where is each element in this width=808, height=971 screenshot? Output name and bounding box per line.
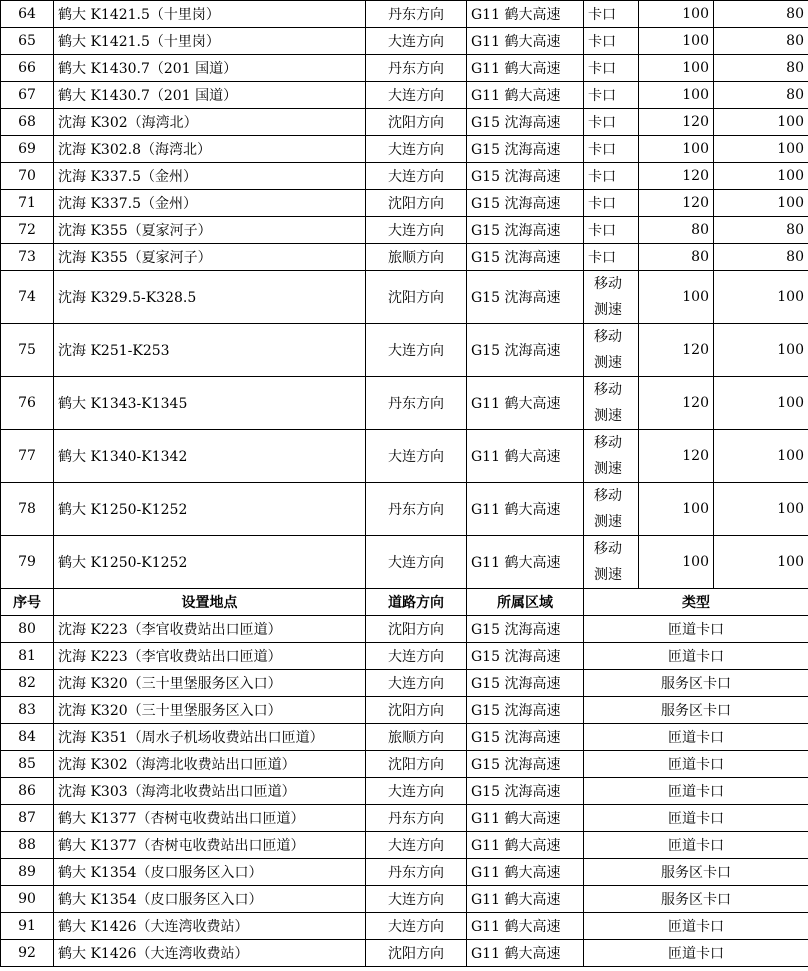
row-direction: 沈阳方向 <box>366 109 467 136</box>
row-direction: 大连方向 <box>366 324 467 377</box>
row-type: 卡口 <box>584 1 639 28</box>
row-seq: 73 <box>1 244 54 271</box>
table-row <box>1 217 808 244</box>
row-truck-limit: 80 <box>714 1 808 28</box>
row-truck-limit: 100 <box>714 271 808 324</box>
row-direction: 沈阳方向 <box>366 616 467 643</box>
row-location: 鹤大 K1340-K1342 <box>54 430 366 483</box>
row-type: 匝道卡口 <box>584 832 808 859</box>
row-type: 移动测速 <box>584 377 639 430</box>
row-area: G11 鹤大高速 <box>467 886 584 913</box>
row-speed-limit: 120 <box>639 324 714 377</box>
row-speed-limit: 100 <box>639 536 714 589</box>
row-area: G11 鹤大高速 <box>467 859 584 886</box>
row-type: 匝道卡口 <box>584 751 808 778</box>
row-area: G15 沈海高速 <box>467 778 584 805</box>
row-type: 匝道卡口 <box>584 643 808 670</box>
row-type: 匝道卡口 <box>584 913 808 940</box>
header-seq: 序号 <box>1 589 54 616</box>
row-location: 鹤大 K1343-K1345 <box>54 377 366 430</box>
row-area: G15 沈海高速 <box>467 724 584 751</box>
table-row <box>1 886 808 913</box>
row-direction: 大连方向 <box>366 886 467 913</box>
row-direction: 大连方向 <box>366 670 467 697</box>
row-truck-limit: 80 <box>714 217 808 244</box>
row-location: 鹤大 K1421.5（十里岗） <box>54 1 366 28</box>
row-truck-limit: 80 <box>714 244 808 271</box>
row-area: G15 沈海高速 <box>467 616 584 643</box>
row-direction: 丹东方向 <box>366 1 467 28</box>
row-area: G11 鹤大高速 <box>467 805 584 832</box>
row-direction: 丹东方向 <box>366 483 467 536</box>
table-row <box>1 28 808 55</box>
row-truck-limit: 100 <box>714 190 808 217</box>
row-direction: 沈阳方向 <box>366 697 467 724</box>
row-direction: 大连方向 <box>366 832 467 859</box>
row-seq: 78 <box>1 483 54 536</box>
row-seq: 91 <box>1 913 54 940</box>
row-location: 沈海 K329.5-K328.5 <box>54 271 366 324</box>
row-type: 卡口 <box>584 190 639 217</box>
row-type: 卡口 <box>584 55 639 82</box>
table-row <box>1 271 808 324</box>
row-direction: 大连方向 <box>366 430 467 483</box>
row-location: 沈海 K320（三十里堡服务区入口） <box>54 697 366 724</box>
row-location: 沈海 K337.5（金州） <box>54 190 366 217</box>
row-location: 鹤大 K1250-K1252 <box>54 483 366 536</box>
row-seq: 64 <box>1 1 54 28</box>
row-area: G15 沈海高速 <box>467 751 584 778</box>
row-speed-limit: 120 <box>639 430 714 483</box>
table-row <box>1 483 808 536</box>
table-header-row <box>1 589 808 616</box>
row-location: 沈海 K251-K253 <box>54 324 366 377</box>
row-area: G11 鹤大高速 <box>467 82 584 109</box>
row-seq: 87 <box>1 805 54 832</box>
row-truck-limit: 100 <box>714 324 808 377</box>
row-area: G15 沈海高速 <box>467 244 584 271</box>
row-area: G15 沈海高速 <box>467 109 584 136</box>
row-type: 服务区卡口 <box>584 697 808 724</box>
row-location: 沈海 K351（周水子机场收费站出口匝道） <box>54 724 366 751</box>
row-location: 鹤大 K1354（皮口服务区入口） <box>54 886 366 913</box>
row-direction: 丹东方向 <box>366 377 467 430</box>
row-type: 服务区卡口 <box>584 670 808 697</box>
row-direction: 丹东方向 <box>366 859 467 886</box>
row-direction: 旅顺方向 <box>366 244 467 271</box>
row-truck-limit: 80 <box>714 28 808 55</box>
row-seq: 82 <box>1 670 54 697</box>
header-area: 所属区域 <box>467 589 584 616</box>
row-area: G11 鹤大高速 <box>467 913 584 940</box>
row-truck-limit: 80 <box>714 55 808 82</box>
table-row <box>1 430 808 483</box>
row-area: G11 鹤大高速 <box>467 55 584 82</box>
table-row <box>1 832 808 859</box>
row-speed-limit: 120 <box>639 163 714 190</box>
row-speed-limit: 120 <box>639 377 714 430</box>
row-seq: 71 <box>1 190 54 217</box>
row-direction: 沈阳方向 <box>366 751 467 778</box>
row-speed-limit: 80 <box>639 244 714 271</box>
row-seq: 89 <box>1 859 54 886</box>
table-row <box>1 724 808 751</box>
row-truck-limit: 100 <box>714 536 808 589</box>
row-seq: 79 <box>1 536 54 589</box>
row-area: G15 沈海高速 <box>467 324 584 377</box>
row-area: G11 鹤大高速 <box>467 483 584 536</box>
row-direction: 大连方向 <box>366 28 467 55</box>
row-seq: 83 <box>1 697 54 724</box>
row-speed-limit: 100 <box>639 1 714 28</box>
row-speed-limit: 100 <box>639 136 714 163</box>
row-seq: 65 <box>1 28 54 55</box>
table-row <box>1 940 808 967</box>
row-location: 鹤大 K1377（杏树屯收费站出口匝道） <box>54 832 366 859</box>
row-location: 鹤大 K1421.5（十里岗） <box>54 28 366 55</box>
row-truck-limit: 100 <box>714 430 808 483</box>
table-row <box>1 859 808 886</box>
row-seq: 81 <box>1 643 54 670</box>
row-area: G15 沈海高速 <box>467 670 584 697</box>
row-type: 卡口 <box>584 136 639 163</box>
row-location: 鹤大 K1250-K1252 <box>54 536 366 589</box>
row-type: 卡口 <box>584 244 639 271</box>
row-seq: 67 <box>1 82 54 109</box>
row-type: 卡口 <box>584 28 639 55</box>
table-row <box>1 1 808 28</box>
row-speed-limit: 100 <box>639 82 714 109</box>
row-type: 卡口 <box>584 82 639 109</box>
table-row <box>1 616 808 643</box>
row-area: G11 鹤大高速 <box>467 536 584 589</box>
table-row <box>1 324 808 377</box>
row-speed-limit: 100 <box>639 271 714 324</box>
row-type: 服务区卡口 <box>584 859 808 886</box>
header-direction: 道路方向 <box>366 589 467 616</box>
table-row <box>1 244 808 271</box>
row-location: 鹤大 K1354（皮口服务区入口） <box>54 859 366 886</box>
table-row <box>1 670 808 697</box>
row-seq: 85 <box>1 751 54 778</box>
row-direction: 大连方向 <box>366 136 467 163</box>
row-type: 匝道卡口 <box>584 616 808 643</box>
table-row <box>1 643 808 670</box>
row-direction: 旅顺方向 <box>366 724 467 751</box>
row-type: 服务区卡口 <box>584 886 808 913</box>
row-direction: 大连方向 <box>366 217 467 244</box>
row-truck-limit: 100 <box>714 377 808 430</box>
row-location: 沈海 K303（海湾北收费站出口匝道） <box>54 778 366 805</box>
row-direction: 丹东方向 <box>366 55 467 82</box>
row-direction: 沈阳方向 <box>366 940 467 967</box>
row-speed-limit: 120 <box>639 109 714 136</box>
row-type: 卡口 <box>584 163 639 190</box>
row-speed-limit: 120 <box>639 190 714 217</box>
row-seq: 88 <box>1 832 54 859</box>
row-area: G11 鹤大高速 <box>467 832 584 859</box>
row-area: G11 鹤大高速 <box>467 1 584 28</box>
row-seq: 77 <box>1 430 54 483</box>
row-location: 沈海 K320（三十里堡服务区入口） <box>54 670 366 697</box>
row-seq: 90 <box>1 886 54 913</box>
row-direction: 大连方向 <box>366 82 467 109</box>
row-location: 沈海 K302（海湾北） <box>54 109 366 136</box>
row-location: 沈海 K302.8（海湾北） <box>54 136 366 163</box>
table-row <box>1 136 808 163</box>
row-location: 沈海 K302（海湾北收费站出口匝道） <box>54 751 366 778</box>
row-seq: 68 <box>1 109 54 136</box>
row-speed-limit: 80 <box>639 217 714 244</box>
row-type: 匝道卡口 <box>584 724 808 751</box>
row-truck-limit: 100 <box>714 163 808 190</box>
table-row <box>1 536 808 589</box>
row-speed-limit: 100 <box>639 28 714 55</box>
row-type: 移动测速 <box>584 271 639 324</box>
table-row <box>1 163 808 190</box>
table-row <box>1 55 808 82</box>
row-location: 沈海 K355（夏家河子） <box>54 217 366 244</box>
table-row <box>1 751 808 778</box>
row-location: 沈海 K337.5（金州） <box>54 163 366 190</box>
table-row <box>1 82 808 109</box>
row-area: G11 鹤大高速 <box>467 940 584 967</box>
row-seq: 92 <box>1 940 54 967</box>
row-direction: 大连方向 <box>366 778 467 805</box>
row-direction: 大连方向 <box>366 163 467 190</box>
row-location: 沈海 K223（李官收费站出口匝道） <box>54 643 366 670</box>
row-type: 卡口 <box>584 217 639 244</box>
row-area: G15 沈海高速 <box>467 643 584 670</box>
row-location: 鹤大 K1426（大连湾收费站） <box>54 913 366 940</box>
row-direction: 大连方向 <box>366 536 467 589</box>
row-direction: 大连方向 <box>366 643 467 670</box>
row-seq: 80 <box>1 616 54 643</box>
row-truck-limit: 100 <box>714 109 808 136</box>
row-direction: 沈阳方向 <box>366 190 467 217</box>
header-location: 设置地点 <box>54 589 366 616</box>
row-area: G15 沈海高速 <box>467 136 584 163</box>
row-area: G15 沈海高速 <box>467 271 584 324</box>
row-type: 匝道卡口 <box>584 805 808 832</box>
header-type: 类型 <box>584 589 808 616</box>
row-type: 卡口 <box>584 109 639 136</box>
table-body <box>1 1 808 967</box>
row-location: 鹤大 K1377（杏树屯收费站出口匝道） <box>54 805 366 832</box>
row-seq: 69 <box>1 136 54 163</box>
row-seq: 70 <box>1 163 54 190</box>
row-direction: 大连方向 <box>366 913 467 940</box>
table-row <box>1 697 808 724</box>
table-row <box>1 377 808 430</box>
row-area: G11 鹤大高速 <box>467 28 584 55</box>
row-type: 移动测速 <box>584 536 639 589</box>
row-truck-limit: 80 <box>714 82 808 109</box>
row-seq: 76 <box>1 377 54 430</box>
row-speed-limit: 100 <box>639 483 714 536</box>
row-location: 鹤大 K1426（大连湾收费站） <box>54 940 366 967</box>
row-direction: 沈阳方向 <box>366 271 467 324</box>
table-row <box>1 190 808 217</box>
row-area: G15 沈海高速 <box>467 697 584 724</box>
table-row <box>1 109 808 136</box>
row-seq: 66 <box>1 55 54 82</box>
table-row <box>1 778 808 805</box>
row-area: G15 沈海高速 <box>467 217 584 244</box>
row-speed-limit: 100 <box>639 55 714 82</box>
row-type: 移动测速 <box>584 483 639 536</box>
row-truck-limit: 100 <box>714 483 808 536</box>
row-location: 沈海 K223（李官收费站出口匝道） <box>54 616 366 643</box>
row-location: 沈海 K355（夏家河子） <box>54 244 366 271</box>
row-seq: 84 <box>1 724 54 751</box>
row-seq: 86 <box>1 778 54 805</box>
table-row <box>1 913 808 940</box>
row-area: G11 鹤大高速 <box>467 430 584 483</box>
row-area: G15 沈海高速 <box>467 190 584 217</box>
row-seq: 72 <box>1 217 54 244</box>
row-seq: 75 <box>1 324 54 377</box>
row-area: G15 沈海高速 <box>467 163 584 190</box>
row-truck-limit: 100 <box>714 136 808 163</box>
table-row <box>1 805 808 832</box>
row-type: 匝道卡口 <box>584 778 808 805</box>
row-location: 鹤大 K1430.7（201 国道） <box>54 82 366 109</box>
row-type: 移动测速 <box>584 324 639 377</box>
row-location: 鹤大 K1430.7（201 国道） <box>54 55 366 82</box>
row-area: G11 鹤大高速 <box>467 377 584 430</box>
row-type: 匝道卡口 <box>584 940 808 967</box>
row-direction: 丹东方向 <box>366 805 467 832</box>
row-type: 移动测速 <box>584 430 639 483</box>
row-seq: 74 <box>1 271 54 324</box>
